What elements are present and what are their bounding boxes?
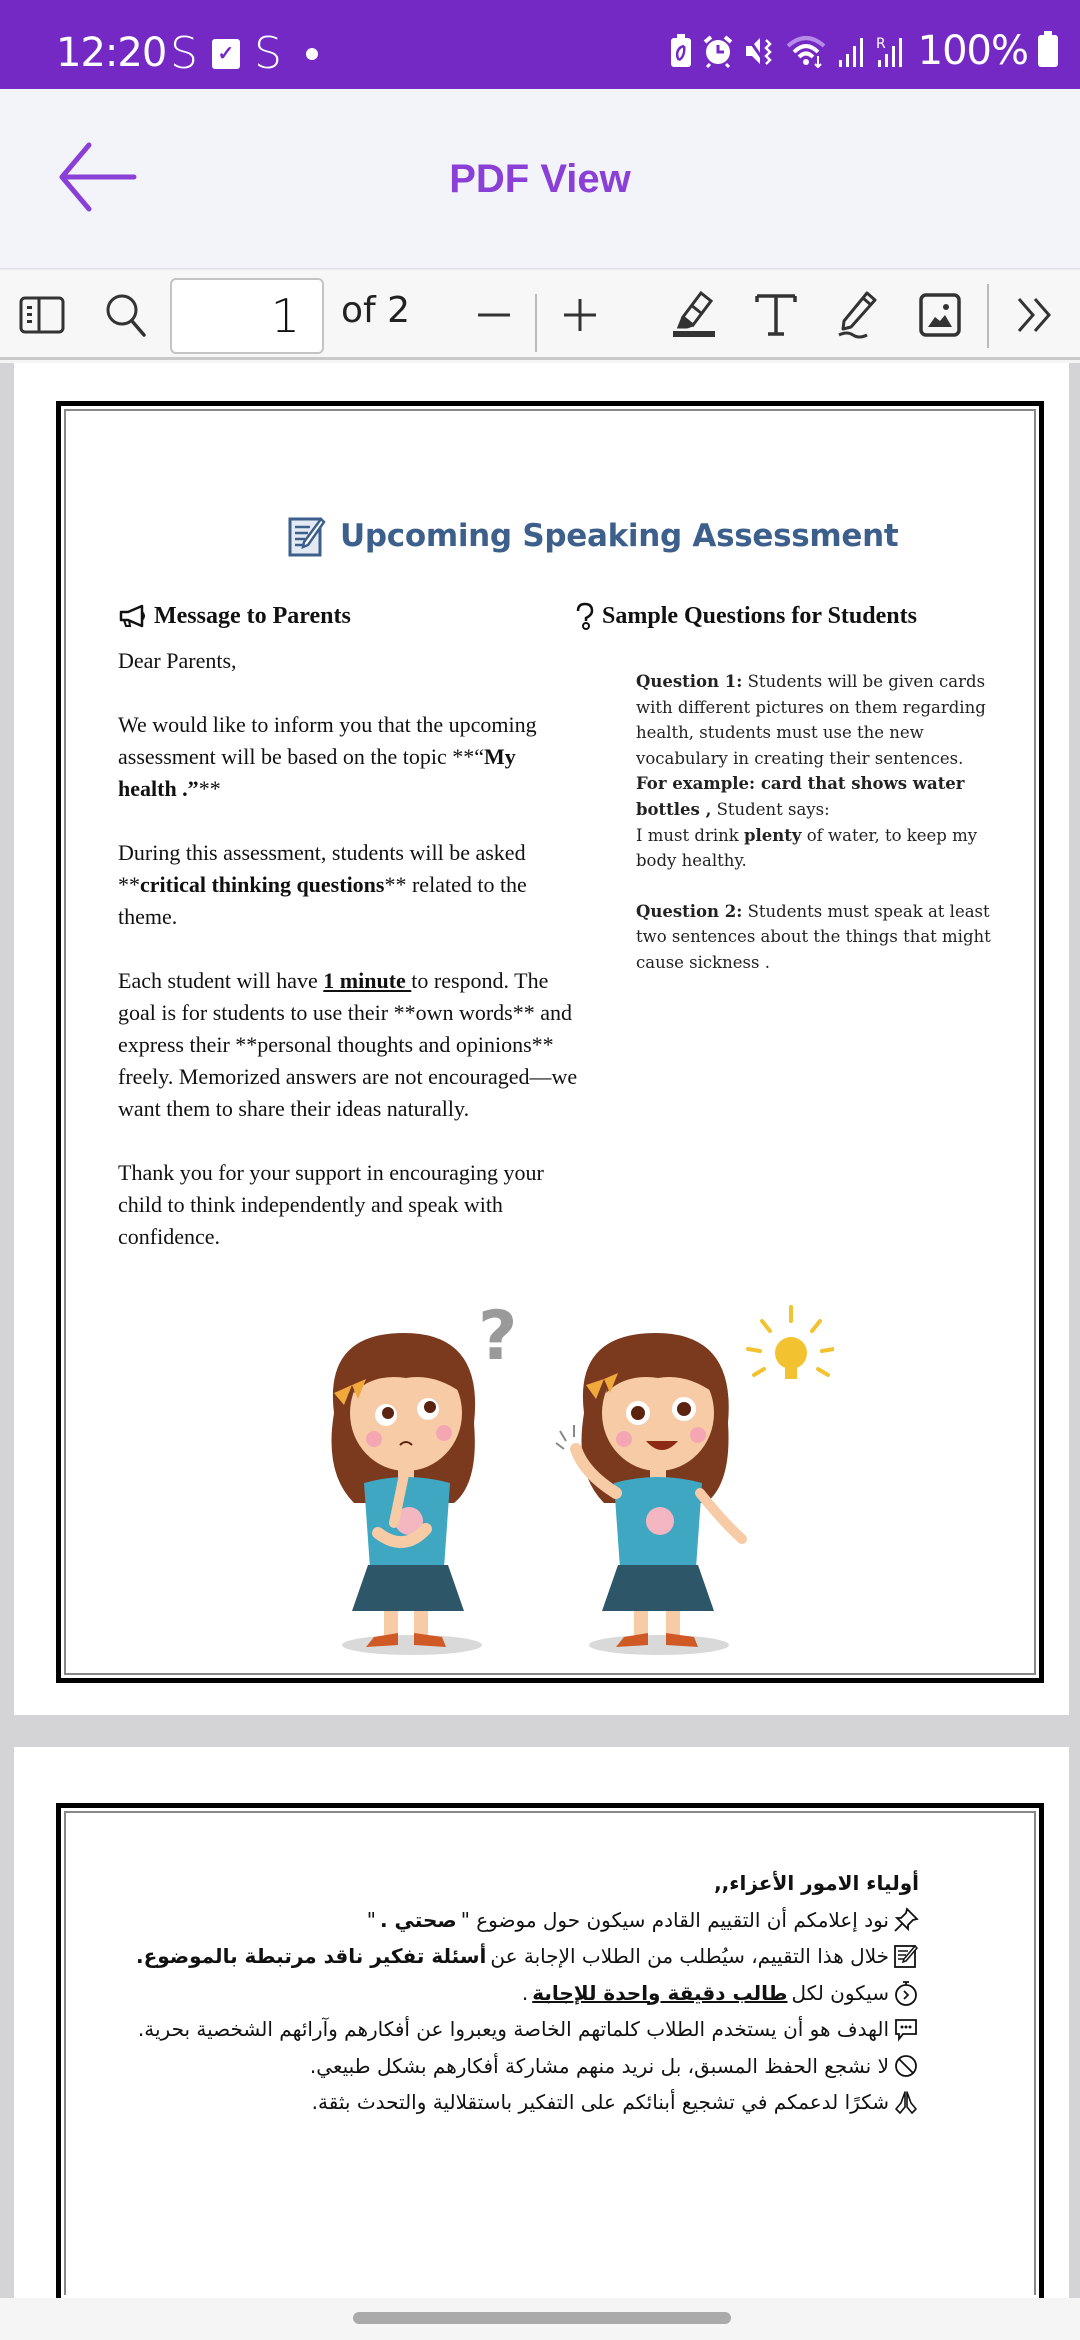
arabic-text: شكرًا لدعمكم في تشجيع أبنائكم على التفكير باستقلالية والتحدث بثقة. [311, 2090, 889, 2114]
page-title: PDF View [449, 157, 631, 201]
arabic-text: " [366, 1907, 376, 1932]
page-count: of 2 [341, 290, 411, 331]
question-2 [636, 899, 996, 976]
more-tools-button[interactable] [1014, 288, 1056, 342]
example-text: Student says: [711, 799, 830, 819]
arabic-bold: صحتي . [379, 1907, 457, 1932]
search-button[interactable] [104, 288, 148, 342]
dot-icon [306, 48, 318, 60]
paragraph [118, 837, 578, 933]
pen-icon [835, 291, 879, 339]
question-1 [636, 669, 996, 771]
megaphone-icon [118, 604, 148, 628]
zoom-out-button[interactable] [474, 288, 514, 342]
text: of water, to keep my body healthy. [636, 825, 978, 871]
arabic-text: نود إعلامكم أن التقييم القادم سيكون حول موضوع " [460, 1907, 889, 1932]
paragraph [118, 709, 578, 805]
critical-thinking-bold: critical thinking questions [140, 872, 385, 897]
one-minute-bold: 1 minute [323, 968, 412, 993]
pdf-page-1 [14, 363, 1069, 1715]
greeting: Dear Parents, [118, 648, 237, 673]
battery-icon [1038, 35, 1058, 67]
section-heading-text: Message to Parents [154, 602, 351, 629]
arabic-bold: أسئلة تفكير ناقد مرتبطة بالموضوع. [135, 1944, 487, 1968]
search-icon [104, 292, 148, 338]
signal-icon [838, 34, 866, 68]
insert-image-button[interactable] [918, 288, 962, 342]
message-to-parents-section [118, 599, 578, 1285]
notification-icons [170, 28, 318, 79]
status-bar [0, 0, 1080, 89]
text: During this assessment, students will be asked ** [118, 840, 526, 897]
pdf-document-viewer[interactable] [0, 363, 1080, 2298]
zoom-in-button[interactable] [560, 288, 600, 342]
lightbulb-icon [748, 1307, 834, 1379]
sample-questions-heading [574, 599, 917, 633]
svg-text:R: R [875, 36, 886, 52]
text: ** related to the theme. [118, 872, 527, 929]
checkbox-notification-icon: ✓ [212, 39, 240, 69]
sidebar-toggle-button[interactable] [18, 288, 66, 342]
text: Each student will have [118, 968, 324, 993]
girls-thinking-illustration [294, 1293, 834, 1663]
text: We would like to inform you that the upcoming assessment will be based on the topic **“ [118, 712, 537, 769]
mute-vibrate-icon [744, 34, 776, 68]
highlighter-button[interactable] [670, 288, 718, 342]
alarm-icon [702, 34, 734, 68]
status-time: 12:20 [56, 30, 167, 76]
arabic-text: . [521, 1980, 529, 2005]
arabic-line [159, 2084, 919, 2121]
message-body [118, 645, 578, 1253]
question-label: Question 2: [636, 901, 743, 921]
navigation-bar [0, 2298, 1080, 2340]
arabic-text: سيكون لكل [791, 1980, 889, 2005]
document-title [288, 515, 898, 557]
zoom-in-icon [562, 297, 598, 333]
stopwatch-icon [893, 1980, 919, 2006]
text: to respond. The goal is for students to use their **own words** and express their **personal thoughts and opinions** freely. Memorized answers are not encouraged—we want them to share their ideas naturally. [118, 968, 578, 1121]
question-label: Question 1: [636, 672, 743, 691]
image-icon [919, 293, 961, 337]
arabic-line [135, 1938, 919, 1975]
plenty-bold: plenty [743, 825, 802, 845]
sample-questions-body [636, 669, 996, 976]
zoom-out-icon [476, 297, 512, 333]
highlighter-icon [671, 291, 717, 339]
arabic-message [135, 1865, 919, 2121]
section-heading-text: Sample Questions for Students [602, 602, 917, 629]
speech-bubble-icon [893, 2016, 919, 2042]
question-mark-graphic: ? [478, 1297, 518, 1376]
draw-button[interactable] [834, 288, 880, 342]
text: I must drink [636, 825, 744, 845]
arabic-text: الهدف هو أن يستخدم الطلاب كلماتهم الخاصة ويعبروا عن أفكارهم وآرائهم الشخصية بحرية. [137, 2017, 889, 2041]
question-mark-icon [574, 602, 596, 630]
praying-hands-icon [893, 2089, 919, 2115]
pdf-page-2 [14, 1747, 1069, 2298]
arabic-line [159, 1975, 919, 2012]
text-tool-button[interactable] [754, 288, 798, 342]
document-title-text: Upcoming Speaking Assessment [340, 518, 899, 554]
arabic-text: خلال هذا التقييم، سيُطلب من الطلاب الإجابة عن [490, 1944, 889, 1968]
arabic-greeting: أولياء الامور الأعزاء,, [714, 1871, 919, 1895]
spacer [636, 874, 996, 899]
arabic-line [159, 2048, 919, 2085]
more-chevron-icon [1015, 295, 1055, 335]
memo-icon [288, 515, 326, 557]
page-number-input[interactable]: 1 [170, 278, 324, 354]
s-app-icon: S [253, 28, 282, 79]
toolbar-divider [987, 284, 989, 348]
pushpin-icon [893, 1907, 919, 1933]
sidebar-icon [19, 295, 65, 335]
roaming-signal-icon [876, 34, 908, 68]
toolbar-divider [535, 294, 537, 352]
battery-percentage: 100% [917, 28, 1028, 74]
arabic-line [159, 1902, 919, 1939]
idea-girl-figure [556, 1333, 742, 1655]
system-icons [670, 28, 1058, 74]
section-heading [118, 599, 578, 633]
arabic-bold-underlined: طالب دقيقة واحدة للإجابة [532, 1980, 788, 2005]
prohibited-icon [893, 2053, 919, 2079]
example-answer [636, 823, 996, 874]
app-bar [0, 89, 1080, 269]
pdf-toolbar [0, 270, 1080, 360]
thinking-girl-figure [332, 1333, 483, 1655]
arabic-text: لا نشجع الحفظ المسبق، بل نريد منهم مشاركة أفكارهم بشكل طبيعي. [309, 2053, 889, 2078]
question-text: Students must speak at least two sentences about the things that might cause sickness . [636, 901, 991, 972]
example-bold: For example: card that shows water bottles , [636, 774, 965, 819]
topic-bold: My health .” [118, 744, 516, 801]
battery-saver-icon [670, 34, 692, 68]
paragraph [118, 965, 578, 1125]
home-gesture-handle[interactable] [353, 2312, 731, 2324]
wifi-icon [786, 34, 828, 68]
example [636, 771, 996, 822]
paragraph: Thank you for your support in encouraging your child to think independently and speak with confidence. [118, 1160, 544, 1249]
s-app-icon: S [170, 28, 198, 79]
text: ** [198, 776, 221, 801]
arabic-line [137, 2011, 919, 2048]
memo-icon [893, 1943, 919, 1969]
question-text: Students will be given cards with different pictures on them regarding health, students must use the new vocabulary in creating their sentences. [636, 672, 986, 768]
text-icon [755, 292, 797, 338]
